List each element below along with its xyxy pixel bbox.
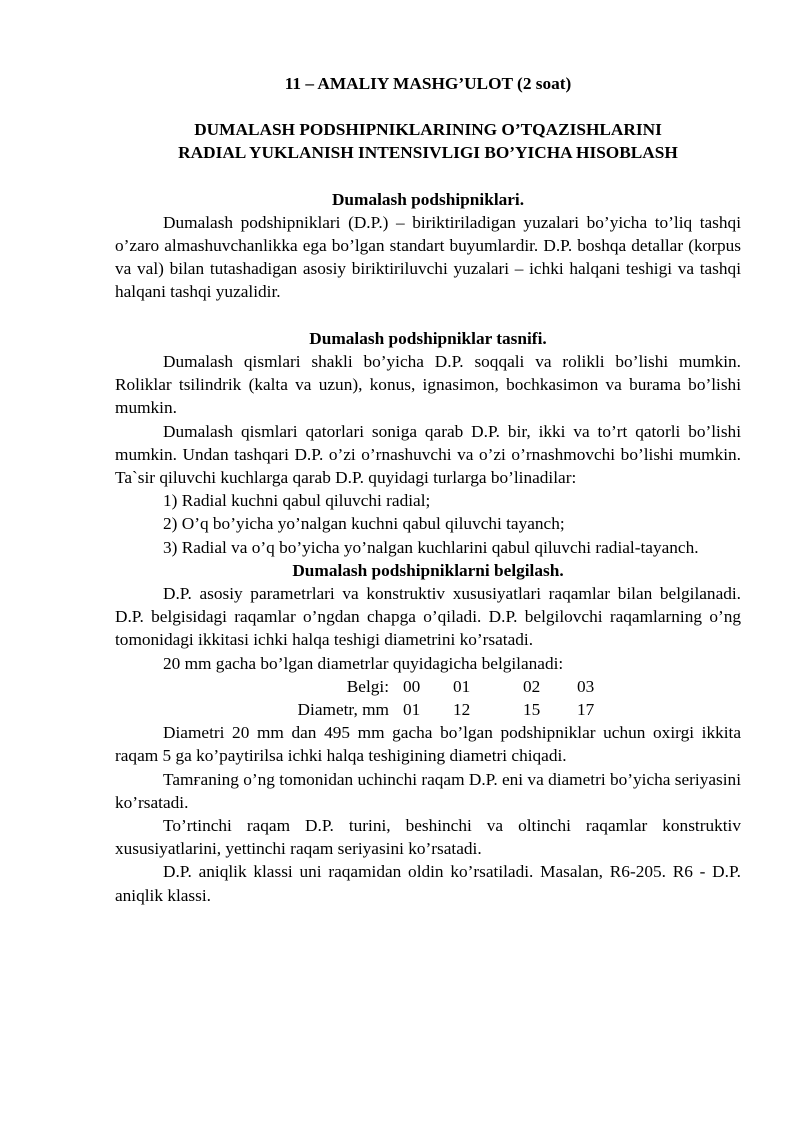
paragraph: To’rtinchi raqam D.P. turini, beshinchi va oltinchi raqamlar konstruktiv xususiyatlarini, yettinchi raqam seriyasini ko’rsatadi. [115,816,741,859]
paragraph: D.P. aniqlik klassi uni raqamidan oldin ko’rsatiladi. Masalan, R6-205. R6 - D.P. aniqlik klassi. [115,862,741,905]
paragraph: 20 mm gacha bo’lgan diametrlar quyidagicha belgilanadi: [163,653,564,673]
paragraph: Dumalash qismlari qatorlari soniga qarab D.P. bir, ikki va to’rt qatorli bo’lishi mumkin. Undan tashqari D.P. o’zi o’rnashuvchi va o’zi o’rnashmovchi bo’lishi mumkin. Ta`sir qiluvchi kuchlarga qarab D.P. quyidagi turlarga bo’linadilar: [115,421,741,488]
row-label-belgi: Belgi: [346,676,389,696]
list-item: 1) Radial kuchni qabul qiluvchi radial; [163,491,431,511]
table-cell: 02 [523,676,541,696]
section-title-tasnifi: Dumalash podshipniklar tasnifi. [309,328,547,348]
page-title: 11 – AMALIY MASHG’ULOT (2 soat) [284,74,572,93]
table-row [115,675,741,698]
main-heading [115,118,741,164]
table-cell: 03 [577,676,595,696]
main-heading-line-2: RADIAL YUKLANISH INTENSIVLIGI BO’YICHA HISOBLASH [178,143,678,163]
table-cell: 12 [453,700,471,720]
paragraph: Tamғaning o’ng tomonidan uchinchi raqam D.P. eni va diametri bo’yicha seriyasini ko’rsatadi. [115,769,741,812]
row-label-diametr: Diametr, mm [297,700,389,720]
spacer [115,304,741,327]
section-title-belgilash: Dumalash podshipniklarni belgilash. [292,560,564,580]
table-cell: 01 [403,700,421,720]
table-cell: 17 [577,700,595,720]
table-cell: 00 [403,676,421,696]
paragraph: Dumalash podshipniklari (D.P.) – biriktiriladigan yuzalari bo’yicha to’liq tashqi o’zaro almashuvchanlikka ega bo’lgan standart buyumlardir. D.P. boshqa detallar (korpus va val) bilan tutashadigan asosiy biriktiriluvchi yuzalari – ichki halqani teshigi va tashqi halqani tashqi yuzalidir. [115,212,741,302]
document-page [115,72,741,907]
table-cell: 15 [523,700,541,720]
paragraph: Dumalash qismlari shakli bo’yicha D.P. soqqali va rolikli bo’lishi mumkin. Roliklar tsilindrik (kalta va uzun), konus, ignasimon, bochkasimon va burama bo’lishi mumkin. [115,352,741,418]
table-row [115,698,741,721]
section-title-podshipniklar: Dumalash podshipniklari. [331,189,525,209]
paragraph: Diametri 20 mm dan 495 mm gacha bo’lgan podshipniklar uchun oxirgi ikkita raqam 5 ga ko’paytirilsa ichki halqa teshigining diametri chiqadi. [115,723,741,766]
paragraph: D.P. asosiy parametrlari va konstruktiv xususiyatlari raqamlar bilan belgilanadi. D.P. belgisidagi raqamlar o’ngdan chapga o’qiladi. D.P. belgilovchi raqamlarning o’ng tomonidagi ikkitasi ichki halqa teshigi diametrini ko’rsatadi. [115,584,741,650]
diameter-code-table [115,675,741,721]
table-cell: 01 [453,676,471,696]
main-heading-line-1: DUMALASH PODSHIPNIKLARINING O’TQAZISHLARINI [194,120,662,140]
list-item: 3) Radial va o’q bo’yicha yo’nalgan kuchlarini qabul qiluvchi radial-tayanch. [163,537,699,557]
list-item: 2) O’q bo’yicha yo’nalgan kuchni qabul qiluvchi tayanch; [163,514,565,534]
